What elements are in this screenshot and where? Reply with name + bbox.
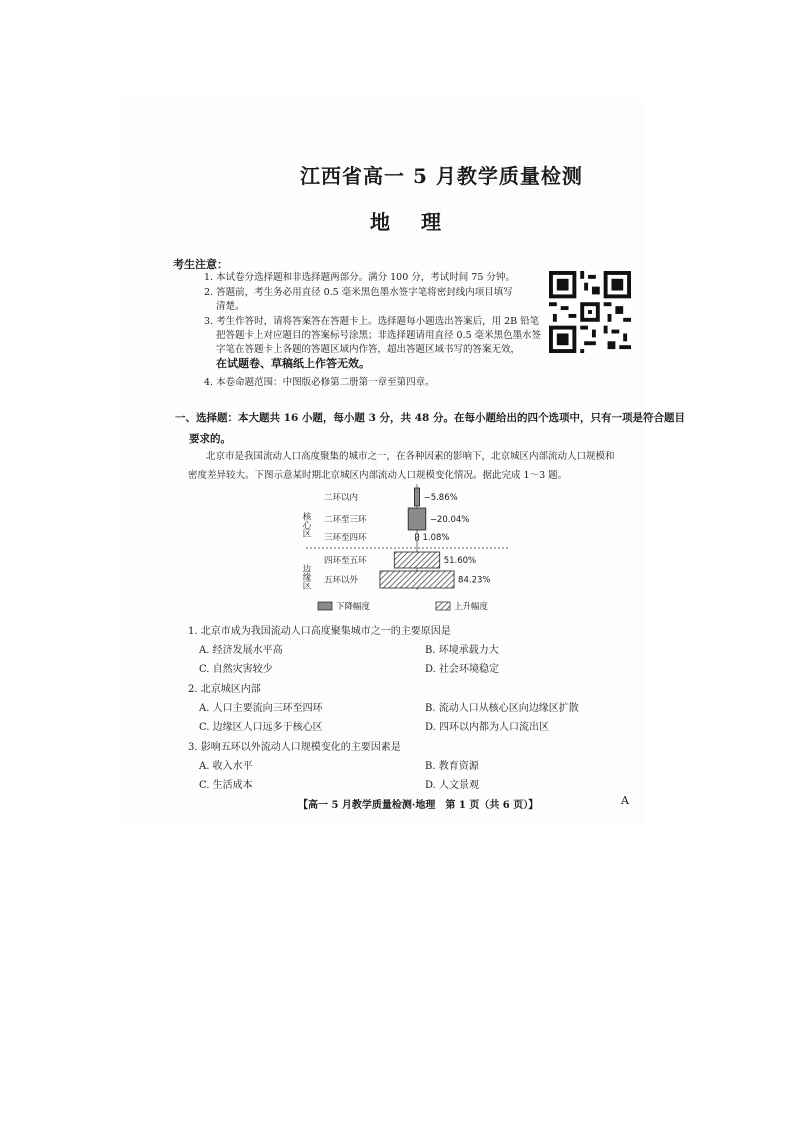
question-option: C. 边缘区人口远多于核心区 xyxy=(199,722,323,733)
chart-category-label: 二环以内 xyxy=(324,493,359,503)
chart-category-label: 二环至三环 xyxy=(324,515,367,525)
section-line: 一、选择题：本大题共 16 小题，每小题 3 分，共 48 分。在每小题给出的四个选项中，只有一项是符合题目 xyxy=(175,412,685,424)
legend-swatch-increase xyxy=(436,602,450,610)
question-stem: 1. 北京市成为我国流动人口高度聚集城市之一的主要原因是 xyxy=(188,626,451,637)
chart-category-label: 四环至五环 xyxy=(324,556,367,566)
question-stem: 3. 影响五环以外流动人口规模变化的主要因素是 xyxy=(188,742,401,753)
question-option: A. 经济发展水平高 xyxy=(199,645,283,656)
question-option: B. 流动人口从核心区向边缘区扩散 xyxy=(425,703,579,714)
notice-heading: 考生注意： xyxy=(173,258,228,271)
zone-label-core: 核心区 xyxy=(301,512,311,538)
question-option: C. 自然灾害较少 xyxy=(199,664,273,675)
section-heading xyxy=(175,408,685,450)
notice-line: 在试题卷、草稿纸上作答无效。 xyxy=(216,357,370,370)
chart-bar xyxy=(380,571,454,588)
notice-line: 4. 本卷命题范围：中图版必修第二册第一章至第四章。 xyxy=(204,377,435,388)
question-option: D. 社会环境稳定 xyxy=(425,664,500,675)
exam-subject: 地 理 xyxy=(370,210,441,234)
population-change-chart xyxy=(300,484,510,618)
section-line: 要求的。 xyxy=(189,433,231,445)
chart-category-label: 五环以外 xyxy=(324,575,359,586)
chart-value-label: −20.04% xyxy=(429,515,470,525)
question-option: D. 四环以内都为人口流出区 xyxy=(425,722,550,733)
chart-value-label: 84.23% xyxy=(458,575,491,586)
paper-version-mark: A xyxy=(621,794,629,807)
chart-bar xyxy=(414,488,419,506)
legend-label-decrease: 下降幅度 xyxy=(336,602,371,612)
legend-swatch-decrease xyxy=(318,602,332,610)
passage-line: 北京市是我国流动人口高度聚集的城市之一，在各种因素的影响下，北京城区内部流动人口规模和 xyxy=(206,451,615,462)
chart-bar xyxy=(408,508,426,530)
question-option: B. 教育资源 xyxy=(425,761,479,772)
question-option: A. 人口主要流向三环至四环 xyxy=(199,703,323,714)
question-stem: 2. 北京城区内部 xyxy=(188,684,261,695)
notice-line: 1. 本试卷分选择题和非选择题两部分。满分 100 分，考试时间 75 分钟。 xyxy=(204,272,515,283)
chart-value-label: 1.08% xyxy=(422,533,450,543)
legend-label-increase: 上升幅度 xyxy=(454,602,489,612)
chart-value-label: −5.86% xyxy=(423,493,458,503)
notice-line: 把答题卡上对应题目的答案标号涂黑；非选择题请用直径 0.5 毫米黑色墨水签 xyxy=(216,330,542,341)
page-footer: 【高一 5 月教学质量检测·地理 第 1 页（共 6 页）】 xyxy=(298,800,539,811)
notice-line: 3. 考生作答时，请将答案答在答题卡上。选择题每小题选出答案后，用 2B 铅笔 xyxy=(204,316,540,327)
chart-value-label: 51.60% xyxy=(443,556,477,566)
exam-title: 江西省高一 5 月教学质量检测 xyxy=(300,164,583,188)
question-option: A. 收入水平 xyxy=(199,761,253,772)
question-option: D. 人文景观 xyxy=(425,780,480,791)
notice-line: 字笔在答题卡上各题的答题区域内作答，超出答题区域书写的答案无效， xyxy=(216,344,521,355)
question-option: C. 生活成本 xyxy=(199,780,253,791)
qr-code-icon xyxy=(549,270,631,354)
chart-bar xyxy=(416,534,419,540)
notice-line: 清楚。 xyxy=(216,301,245,312)
chart-category-label: 三环至四环 xyxy=(324,533,367,543)
passage-line: 密度差异较大。下图示意某时期北京城区内部流动人口规模变化情况。据此完成 1～3 题。 xyxy=(188,470,568,481)
zone-label-edge: 边缘区 xyxy=(301,564,311,590)
chart-bar xyxy=(394,552,439,568)
notice-line: 2. 答题前，考生务必用直径 0.5 毫米黑色墨水签字笔将密封线内项目填写 xyxy=(204,287,513,298)
question-option: B. 环境承载力大 xyxy=(425,645,499,656)
